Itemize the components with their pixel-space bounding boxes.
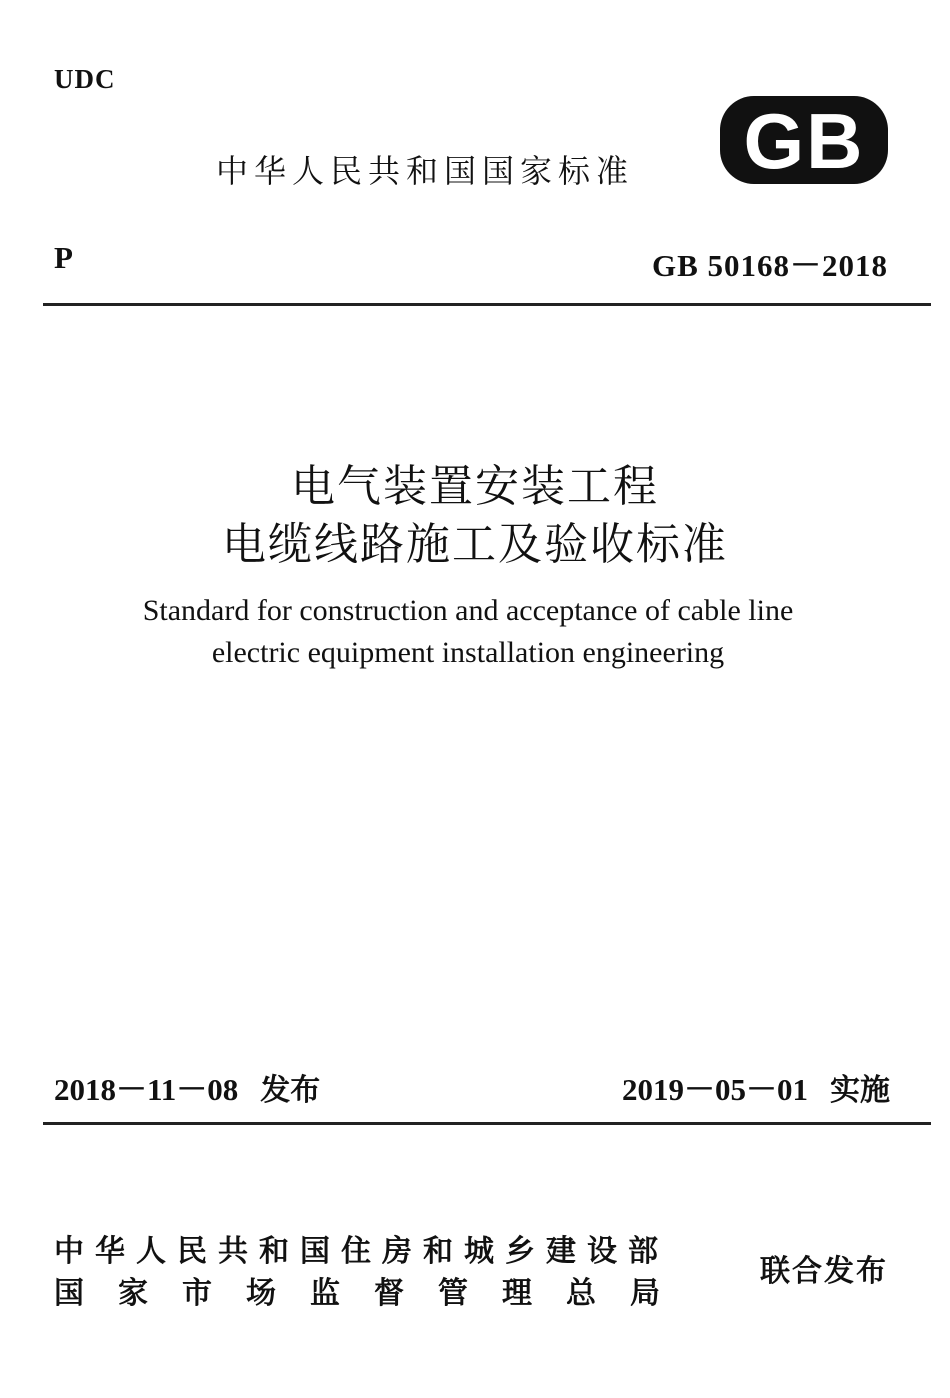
- title-en-line1: Standard for construction and acceptance of cable line: [142, 594, 794, 627]
- implement-date-row: [622, 1064, 890, 1109]
- title-zh-line2: 电缆线路施工及验收标准: [222, 520, 728, 569]
- joint-issue-label: 联合发布: [760, 1254, 888, 1289]
- gb-logo-icon: [718, 92, 890, 188]
- issue-date-row: [54, 1064, 320, 1109]
- udc-label: UDC: [54, 64, 116, 94]
- issue-date: 2018－11－08: [54, 1072, 239, 1107]
- standard-number: GB 50168－2018: [651, 248, 888, 283]
- gb-logo-text: GB: [743, 97, 865, 185]
- title-zh-line1: 电气装置安装工程: [291, 462, 659, 511]
- category-code: P: [54, 240, 73, 275]
- top-divider: [43, 303, 931, 306]
- issue-label: 发布: [260, 1073, 321, 1108]
- implement-date: 2019－05－01: [622, 1072, 808, 1107]
- national-standard-heading: 中华人民共和国国家标准: [216, 152, 635, 190]
- issuer-line1: 中华人民共和国住房和城乡建设部: [54, 1234, 669, 1269]
- title-en-line2: electric equipment installation engineering: [211, 636, 725, 669]
- issuer-line2: 国家市场监督管理总局: [54, 1276, 694, 1311]
- bottom-divider: [43, 1122, 931, 1125]
- implement-label: 实施: [830, 1073, 890, 1108]
